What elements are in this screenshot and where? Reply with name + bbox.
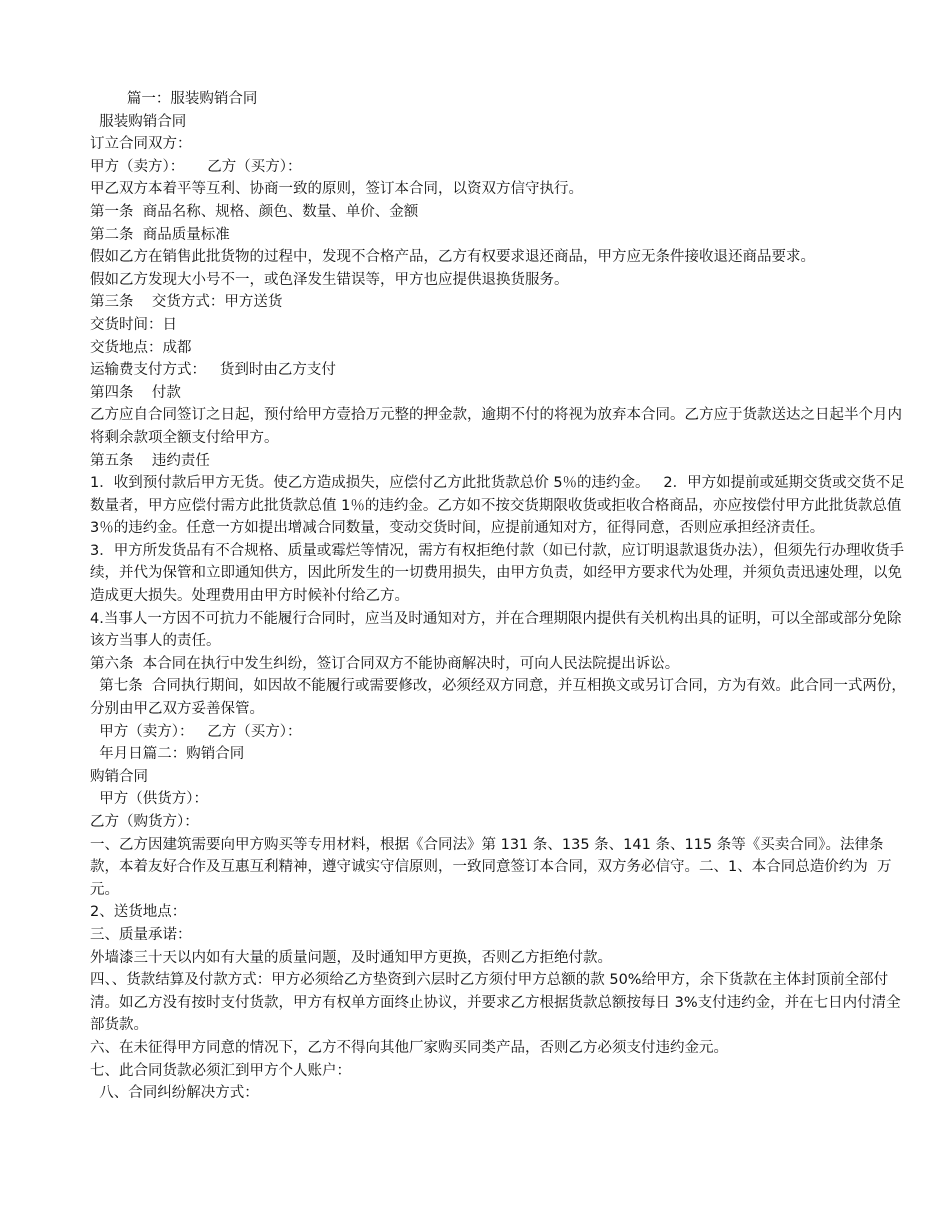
section-7: 七、此合同货款必须汇到甲方个人账户：	[90, 1062, 351, 1079]
article-6: 第六条 本合同在执行中发生纠纷，签订合同双方不能协商解决时，可向人民法院提出诉讼。	[90, 655, 680, 672]
article-2: 第二条 商品质量标准	[90, 226, 230, 243]
principle-paragraph: 甲乙双方本着平等互利、协商一致的原则，签订本合同，以资双方信守执行。	[90, 181, 583, 198]
article-3: 第三条 交货方式：甲方送货	[90, 294, 283, 311]
section-8: 八、合同纠纷解决方式：	[90, 1085, 259, 1102]
date-and-part-two-heading: 年月日篇二：购销合同	[90, 746, 245, 763]
delivery-place: 交货地点：成都	[90, 339, 192, 356]
article-4-paragraph: 乙方应自合同签订之日起，预付给甲方壹拾万元整的押金款，逾期不付的将视为放弃本合同。乙方应于货款送达之日起半个月内将剩余款项全额支付给甲方。	[90, 407, 902, 446]
delivery-time: 交货时间：日	[90, 316, 177, 333]
breach-clause-4: 4.当事人一方因不可抗力不能履行合同时，应当及时通知对方，并在合理期限内提供有关机构出具的证明，可以全部或部分免除该方当事人的责任。	[90, 610, 902, 650]
parties-label: 订立合同双方：	[90, 136, 192, 153]
section-3-heading: 三、质量承诺：	[90, 926, 192, 943]
article-2-paragraph-b: 假如乙方发现大小号不一，或色泽发生错误等，甲方也应提供退换货服务。	[90, 271, 569, 288]
section-6: 六、在未征得甲方同意的情况下，乙方不得向其他厂家购买同类产品，否则乙方必须支付违约金元。	[90, 1039, 728, 1056]
heading-part-one: 篇一：服装购销合同	[90, 91, 258, 107]
article-1: 第一条 商品名称、规格、颜色、数量、单价、金额	[90, 203, 419, 220]
quality-paragraph: 外墙漆三十天以内如有大量的质量问题，及时通知甲方更换，否则乙方拒绝付款。	[90, 949, 612, 966]
party-purchaser: 乙方（购货方）：	[90, 814, 199, 830]
article-5: 第五条 违约责任	[90, 452, 210, 469]
breach-clause-3: 3．甲方所发货品有不合规格、质量或霉烂等情况，需方有权拒绝付款（如已付款，应订明退款退货办法），但须先行办理收货手续，并代为保管和立即通知供方，因此所发生的一切费用损失，由甲方负责，如经甲方要求代为处理，并须负责迅速处理，以免造成更大损失。处理费用由甲方时候补付给乙方。	[90, 542, 904, 605]
breach-clause-1-2: 1．收到预付款后甲方无货。使乙方造成损失，应偿付乙方此批货款总价 5％的违约金。 2．甲方如提前或延期交货或交货不足数量者，甲方应偿付需方此批货款总值 1％的违约金。乙方如不按交货期限收货或拒收合格商品，亦应按偿付甲方此批货款总值 3％的违约金。任意一方如提出增减合同数量，变动交货时间，应提前通知对方，征得同意，否则应承担经济责任。	[90, 475, 906, 537]
contract-title-clothing: 服装购销合同	[90, 113, 187, 130]
contract-title-purchase: 购销合同	[90, 768, 148, 785]
party-supplier: 甲方（供货方）：	[90, 791, 208, 808]
delivery-location: 2、送货地点：	[90, 904, 187, 921]
freight-payment: 运输费支付方式： 货到时由乙方支付	[90, 362, 336, 379]
article-7: 第七条 合同执行期间，如因故不能履行或需要修改，必须经双方同意，并互相换文或另订合同，方为有效。此合同一式两份，分别由甲乙双方妥善保管。	[90, 678, 906, 718]
article-2-paragraph-a: 假如乙方在销售此批货物的过程中，发现不合格产品，乙方有权要求退还商品，甲方应无条件接收退还商品要求。	[90, 249, 815, 266]
signature-parties: 甲方（卖方）： 乙方（买方）：	[90, 723, 302, 740]
article-4: 第四条 付款	[90, 384, 181, 401]
party-seller-buyer: 甲方（卖方）： 乙方（买方）：	[90, 158, 302, 175]
section-4-payment: 四、、货款结算及付款方式：甲方必须给乙方垫资到六层时乙方须付甲方总额的款 50%给甲方，余下货款在主体封顶前全部付清。如乙方没有按时支付货款，甲方有权单方面终止协议，并要求乙方根据货款总额按每日 3%支付违约金，并在七日内付清全部货款。	[90, 972, 901, 1034]
section-1-2: 一、乙方因建筑需要向甲方购买等专用材料，根据《合同法》第 131 条、135 条、141 条、115 条等《买卖合同》。法律条款，本着友好合作及互惠互利精神，遵守诚实守信原则，一致同意签订本合同，双方务必信守。二、1、本合同总造价约为 万元。	[90, 836, 892, 898]
